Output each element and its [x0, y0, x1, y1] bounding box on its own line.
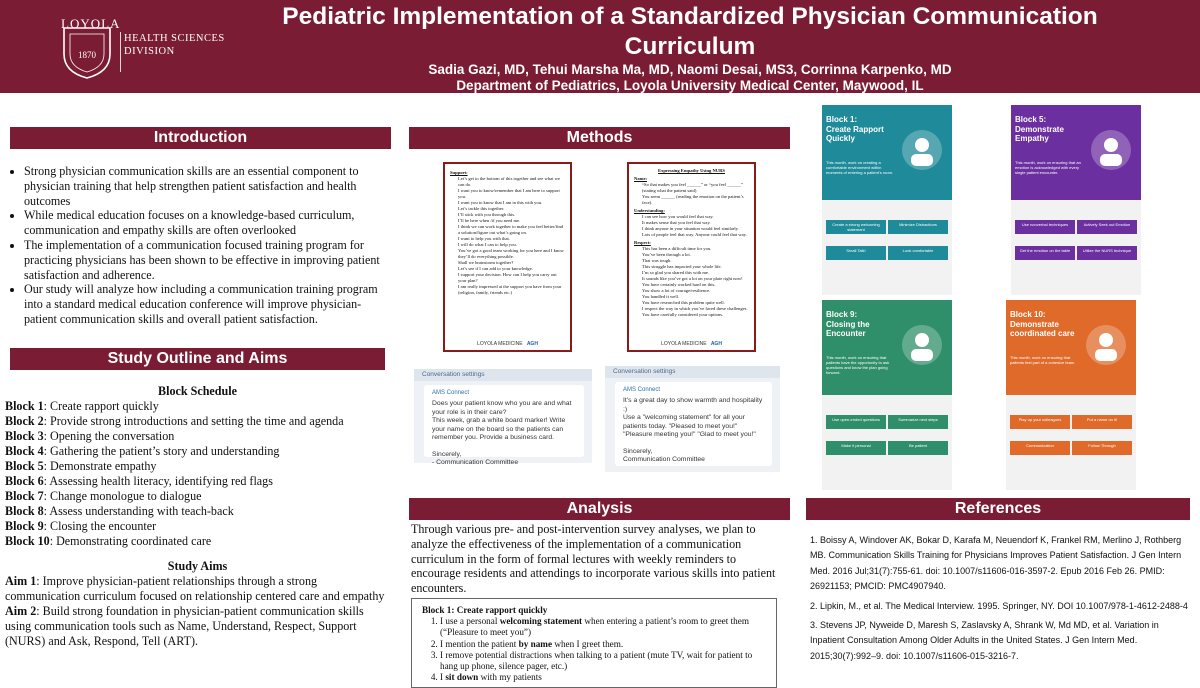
email2-sender: AMS Connect — [623, 387, 661, 393]
references-list — [810, 533, 1190, 668]
survey-item-emphasis: welcoming statement — [499, 616, 583, 627]
doc-line: I want you to know that I am in this with you. — [458, 200, 543, 205]
block-item — [5, 474, 390, 489]
logo-line-2: DIVISION — [124, 46, 175, 57]
doc2-title: Expressing Empathy Using NURS — [658, 168, 725, 173]
intro-bullet: • The implementation of a communication focused training program for practicing physicians has been shown to be effective in improving patient satisfaction and adherence. — [24, 238, 390, 282]
aim-text: : Improve physician-patient relationships through a strong communication curriculum focused on relationship centered care and empathy — [5, 574, 385, 603]
logo-divider — [120, 32, 121, 72]
block-card-cell: Put a name on it! — [1072, 415, 1132, 429]
block-card-title: Block 10: Demonstrate coordinated care — [1010, 310, 1075, 338]
block-card-description: This month, work on creating a comfortable environment within moments of entering a patient’s room. — [826, 160, 894, 175]
doc-line: This has been a difficult time for you. — [642, 246, 712, 251]
block-item — [5, 519, 390, 534]
doc-section-title: Name: — [634, 176, 648, 181]
block-card — [1006, 300, 1136, 490]
doc-line: This struggle has impacted your whole life. — [642, 264, 722, 269]
author-list: Sadia Gazi, MD, Tehui Marsha Ma, MD, Naomi Desai, MS3, Corrinna Karpenko, MD — [428, 62, 952, 77]
block-text: : Provide strong introductions and setting the time and agenda — [43, 414, 344, 428]
doc-line: Shall we brainstorm together? — [458, 260, 514, 265]
block-card-cell: Communication — [1010, 441, 1070, 455]
block-label: Block 10 — [5, 534, 50, 548]
introduction-bullets — [6, 164, 390, 327]
block-card — [1011, 105, 1141, 295]
block-item — [5, 429, 390, 444]
block-card-header — [1006, 300, 1136, 395]
intro-bullet: • Our study will analyze how including a communication training program into a standard medical education conference will improve physician-patient communication skills and overall patient satisfaction. — [24, 282, 390, 326]
block-card-cell: Play up your colleagues — [1010, 415, 1070, 429]
block-item — [5, 399, 390, 414]
doc-line: You’ve got a good team working for you here and I know they’ll do everything possible. — [458, 248, 564, 259]
loyola-logo — [58, 14, 238, 80]
doc-line: Let’s get to the bottom of this together and see what we can do. — [458, 176, 560, 187]
block-card-cell: Minimize Distractions — [888, 220, 948, 234]
doc-line: “So that makes you feel ______” or “you feel ______” (stating what the patient said) — [642, 182, 743, 193]
block-label: Block 9 — [5, 519, 44, 533]
doc-line: Let’s see if I can add to your knowledge. — [458, 266, 533, 271]
email1-sender: AMS Connect — [432, 390, 470, 396]
doc2-footer-left: LOYOLA MEDICINE — [661, 341, 707, 347]
doc-section-title: Support: — [450, 170, 468, 175]
block-card-illustration-icon — [897, 320, 947, 370]
block-text: : Change monologue to dialogue — [43, 489, 202, 503]
block-text: : Assessing health literacy, identifying red flags — [43, 474, 273, 488]
doc1-footer-left: LOYOLA MEDICINE — [477, 341, 523, 347]
block-item — [5, 504, 390, 519]
doc-line: Let’s tackle this together. — [458, 206, 505, 211]
study-outline-heading: Study Outline and Aims — [10, 348, 385, 370]
reference-item: 2. Lipkin, M., et al. The Medical Interview. 1995. Springer, NY. DOI 10.1007/978-1-4612-2488-4 — [810, 600, 1188, 611]
block-card-cell: Small Talk! — [826, 246, 886, 260]
introduction-text — [6, 164, 390, 327]
aim-item — [5, 604, 390, 649]
survey-item-emphasis: sit down — [445, 672, 479, 683]
doc-line: I’ll be here when /if you need me. — [458, 218, 521, 223]
block-card-title: Block 9: Closing the Encounter — [826, 310, 870, 338]
doc2-footer — [629, 341, 754, 347]
doc-line: It sounds like you’ve got a lot on your plate right now! — [642, 276, 743, 281]
study-aims-heading: Study Aims — [167, 559, 228, 573]
department: Department of Pediatrics, Loyola University Medical Center, Maywood, IL — [456, 78, 924, 93]
block-card-description: This month, work on ensuring that an emotion is acknowledged with every single patient encounter. — [1015, 160, 1081, 175]
doc-line: I can see how you would feel that way. — [642, 214, 714, 219]
aim-label: Aim 1 — [5, 574, 37, 588]
reminder-email-2 — [605, 366, 780, 472]
survey-item-text-end: when I greet them. — [552, 638, 624, 649]
doc-section-title: Understanding: — [634, 208, 665, 213]
doc2-footer-right: AGH — [710, 341, 722, 347]
doc1-footer — [445, 341, 570, 347]
support-phrases-document — [443, 162, 572, 352]
introduction-heading: Introduction — [10, 127, 391, 149]
block-text: : Opening the conversation — [43, 429, 175, 443]
block-card-cell: Make it personal — [826, 441, 886, 455]
block-card — [822, 105, 952, 295]
email2-settings-bar: Conversation settings — [605, 366, 780, 378]
survey-item-text-end: with my patients — [478, 672, 542, 683]
logo-line-1: HEALTH SCIENCES — [124, 33, 225, 44]
block-card-header — [822, 300, 952, 395]
block-card-title: Block 1: Create Rapport Quickly — [826, 115, 884, 143]
block-text: : Demonstrate empathy — [43, 459, 157, 473]
block-card-description: This month, work on ensuring that patients feel part of a cohesive team. — [1010, 355, 1076, 365]
block-text: : Demonstrating coordinated care — [49, 534, 212, 548]
block-schedule-heading: Block Schedule — [158, 384, 237, 398]
nurs-empathy-document — [627, 162, 756, 352]
aim-item — [5, 574, 390, 604]
block-card-body — [822, 200, 952, 295]
email2-body: It’s a great day to show warmth and hospitality :) Use a "welcoming statement" for all your patients today. "Pleased to meet you!" "Pleasure meeting you!" "Glad to meet you!" Sincerely, Communication Committee — [623, 397, 763, 464]
block-card-body — [1006, 395, 1136, 490]
survey-item — [440, 639, 766, 650]
block-label: Block 8 — [5, 504, 44, 518]
svg-text:1870: 1870 — [78, 50, 96, 60]
block-item — [5, 459, 390, 474]
doc-line: I want you to know/remember that I am here to support you. — [458, 188, 560, 199]
block-card-title: Block 5: Demonstrate Empathy — [1015, 115, 1064, 143]
block-schedule — [5, 384, 390, 649]
logo-wordmark: LOYOLA — [61, 16, 121, 31]
survey-item-emphasis: by name — [518, 638, 553, 649]
doc-line: You’ve been through a lot. — [642, 252, 691, 257]
email1-body: Does your patient know who you are and what your role is in their care? This week, grab a white board marker! Write your name on the board so the patients can remember you. Provide a business card. Sincerely, - Communication Committee — [432, 400, 572, 467]
block-card-illustration-icon — [1081, 320, 1131, 370]
aims-list — [5, 574, 390, 649]
block-card-header — [1011, 105, 1141, 200]
survey-item — [440, 672, 766, 683]
block-card-illustration-icon — [1086, 125, 1136, 175]
block-card-description: This month, work on ensuring that patients have the opportunity to ask questions and know the plan going forward. — [826, 355, 890, 375]
block-text: : Gathering the patient’s story and understanding — [43, 444, 280, 458]
block-text: : Create rapport quickly — [43, 399, 159, 413]
doc1-footer-right: AGH — [526, 341, 538, 347]
intro-bullet: • While medical education focuses on a knowledge-based curriculum, communication and empathy skills are often overlooked — [24, 208, 390, 238]
doc-line: I will do what I can to help you. — [458, 242, 517, 247]
doc-line: I want to help you with that. — [458, 236, 510, 241]
block-card-header — [822, 105, 952, 200]
survey-item — [440, 616, 766, 638]
block-card-illustration-icon — [897, 125, 947, 175]
block-text: : Closing the encounter — [43, 519, 157, 533]
reminder-email-1 — [414, 369, 592, 467]
survey-item — [440, 650, 766, 672]
block-label: Block 7 — [5, 489, 44, 503]
reference-item: 3. Stevens JP, Nyweide D, Maresh S, Zaslavsky A, Shrank W, Md MD, et al. Variation in Inpatient Consultation Among Older Adults in the United States. J Gen Intern Med. 2015;30(7):992–9. doi: 10.1007/s11606-015-3216-7. — [810, 620, 1159, 661]
doc-line: I think anyone in your situation would feel similarly. — [642, 226, 739, 231]
block-card-cell: Summarize next steps — [888, 415, 948, 429]
poster-title: Pediatric Implementation of a Standardized Physician Communication Curriculum — [282, 3, 1098, 60]
block-label: Block 1 — [5, 399, 44, 413]
block-item — [5, 534, 390, 549]
block-text: : Assess understanding with teach-back — [43, 504, 234, 518]
block-label: Block 5 — [5, 459, 44, 473]
block-card-cell: Use nonverbal techniques — [1015, 220, 1075, 234]
block-item — [5, 444, 390, 459]
block1-survey-title: Block 1: Create rapport quickly — [422, 605, 548, 615]
doc-line: I support your decision. How can I help you carry out your plan? — [458, 272, 557, 283]
survey-item-text: I — [440, 672, 446, 683]
doc-line: You handled it well. — [642, 294, 680, 299]
block-card-body — [822, 395, 952, 490]
doc-line: I’m so glad you shared this with me. — [642, 270, 710, 275]
poster-authors — [240, 62, 1140, 94]
block-card-body — [1011, 200, 1141, 295]
survey-item-text-end: when entering a patient’s room to greet them (“Pleasure to meet you”) — [440, 616, 749, 638]
block-list — [5, 399, 390, 549]
aim-text: : Build strong foundation in physician-patient communication skills using communication tools such as Name, Understand, Respect, Support (NURS) and Ask, Respond, Tell (ART). — [5, 604, 364, 648]
block-label: Block 4 — [5, 444, 44, 458]
block-card-cell: Use open-ended questions — [826, 415, 886, 429]
block-card-cell: Look comfortable — [888, 246, 948, 260]
doc-line: I think we can work together to make you feel better/find a solution/figure out what’s going on. — [458, 224, 564, 235]
intro-bullet: • Strong physician communication skills are an essential component to physician training that help strengthen patient satisfaction and health outcomes — [24, 164, 390, 208]
aim-label: Aim 2 — [5, 604, 37, 618]
email1-settings-bar: Conversation settings — [414, 369, 592, 381]
doc-line: You have certainly worked hard on this. — [642, 282, 716, 287]
survey-item-text: I mention the patient — [440, 638, 519, 649]
doc-line: Lots of people feel that way. Anyone could feel that way. — [642, 232, 747, 237]
survey-item-text: I remove potential distractions when talking to a patient (mute TV, wait for patient to hang up phone, silence pager, etc.) — [440, 649, 753, 672]
block-label: Block 2 — [5, 414, 44, 428]
doc-line: I respect the way in which you’ve faced these challenges. — [642, 306, 748, 311]
block-card-cell: Utilize the NURS technique — [1077, 246, 1137, 260]
reference-item: 1. Boissy A, Windover AK, Bokar D, Karafa M, Neuendorf K, Frankel RM, Merlino J, Rothberg MB. Communication Skills Training for Physicians Improves Patient Satisfaction. J Gen Intern Med. 2016 Jul;31(7):755-61. doi: 10.1007/s11606-016-3597-2. Epub 2016 Feb 26. PMID: 26921153; PMCID: PMC4907940. — [810, 535, 1182, 592]
block-card — [822, 300, 952, 490]
block1-survey-items — [422, 616, 766, 683]
analysis-heading: Analysis — [409, 498, 790, 520]
block-card-cell: Actively Seek out Emotion — [1077, 220, 1137, 234]
doc-line: I am really impressed at the support you have from your (religion, family, friends etc.) — [458, 284, 562, 295]
doc-line: You seem ______ (reading the emotion on the patient’s face). — [642, 194, 744, 205]
doc-line: You show a lot of courage/resilience. — [642, 288, 711, 293]
doc-section-title: Respect: — [634, 240, 651, 245]
survey-item-text: I use a personal — [440, 616, 500, 627]
doc-line: That was tough. — [642, 258, 672, 263]
block-label: Block 6 — [5, 474, 44, 488]
email1-message — [424, 385, 584, 467]
block-card-cell: Be patient — [888, 441, 948, 455]
poster-header — [0, 0, 1200, 93]
block-card-cell: Get the emotion on the table — [1015, 246, 1075, 260]
analysis-text: Through various pre- and post-intervention survey analyses, we plan to analyze the effectiveness of the implementation of a communication curriculum in the form of formal lectures with weekly reminders to encourage residents and attendings to incorporate various skills into patient encounters. — [411, 522, 776, 596]
email2-message — [615, 382, 772, 466]
block-card-cell: Create a strong welcoming statement — [826, 220, 886, 234]
references-heading: References — [806, 498, 1190, 520]
methods-heading: Methods — [409, 127, 790, 149]
block-item — [5, 414, 390, 429]
doc-line: I’ll stick with you through this. — [458, 212, 516, 217]
doc-line: You have carefully considered your options. — [642, 312, 724, 317]
block-label: Block 3 — [5, 429, 44, 443]
doc-line: You have researched this problem quite well. — [642, 300, 725, 305]
doc-line: It makes sense that you feel that way. — [642, 220, 711, 225]
logo-division-text — [124, 32, 225, 58]
block-item — [5, 489, 390, 504]
block-card-cell: Follow Through — [1072, 441, 1132, 455]
